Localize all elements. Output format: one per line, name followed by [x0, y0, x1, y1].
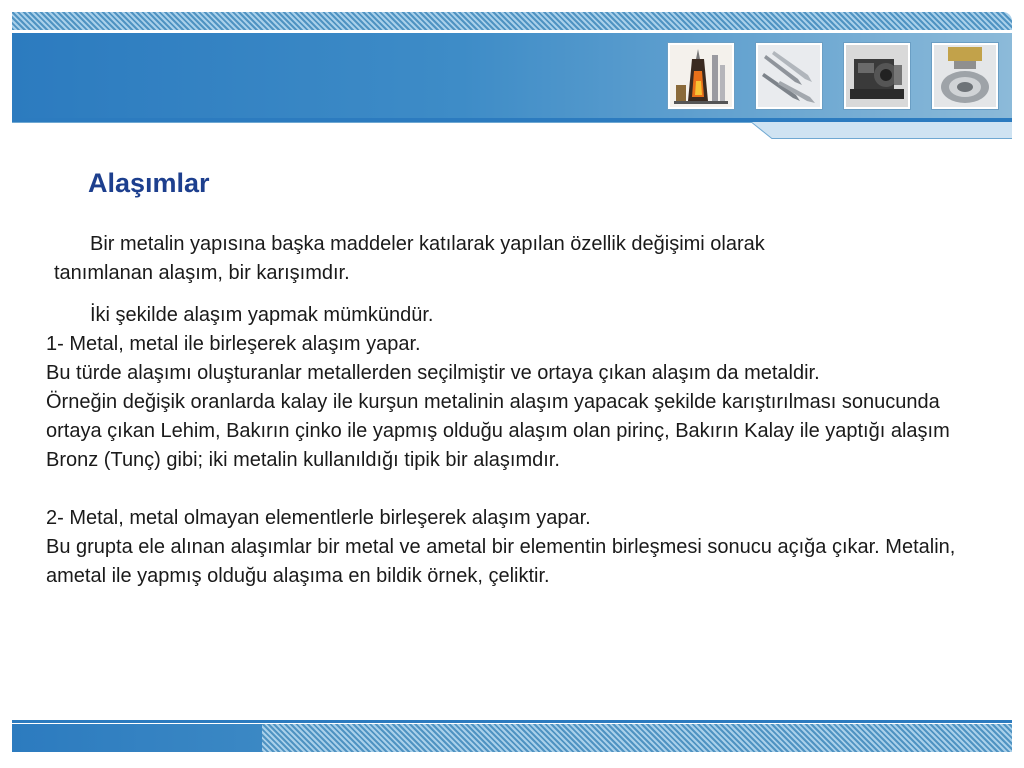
item-2-description: Bu grupta ele alınan alaşımlar bir metal ve ametal bir elementin birleşmesi sonucu açığa çıkar. Metalin, ametal ile yapmış olduğu alaşıma en bildik örnek, çeliktir.: [46, 536, 956, 587]
header-hatch-stripe: [12, 12, 1012, 30]
machinery-image: [844, 43, 910, 109]
header-notch-decoration: [12, 122, 1012, 142]
slide-body: [46, 230, 986, 591]
item-1-heading: 1- Metal, metal ile birleşerek alaşım yapar.: [46, 333, 421, 355]
intro-paragraph-line2: tanımlanan alaşım, bir karışımdır.: [54, 262, 350, 284]
item-2-heading: 2- Metal, metal olmayan elementlerle birleşerek alaşım yapar.: [46, 507, 591, 529]
drill-bits-image: [756, 43, 822, 109]
footer-band: [12, 724, 262, 752]
header-image-strip: [668, 43, 998, 109]
item-1-example: Örneğin değişik oranlarda kalay ile kurşun metalinin alaşım yapacak şekilde karıştırılması sonucunda ortaya çıkan Lehim, Bakırın çinko ile yapmış olduğu alaşım olan pirinç, Bakırın Kalay ile yaptığı alaşım Bronz (Tunç) gibi; iki metalin kullanıldığı tipik bir alaşımdır.: [46, 391, 950, 471]
intro-two-ways: İki şekilde alaşım yapmak mümkündür.: [90, 304, 434, 326]
slide-title: Alaşımlar: [88, 168, 210, 198]
blast-furnace-image: [668, 43, 734, 109]
gear-bearing-image: [932, 43, 998, 109]
item-1-description: Bu türde alaşımı oluşturanlar metallerden seçilmiştir ve ortaya çıkan alaşım da metaldir.: [46, 362, 820, 384]
intro-paragraph-line1: Bir metalin yapısına başka maddeler katılarak yapılan özellik değişimi olarak: [90, 233, 765, 255]
footer-line: [12, 720, 1012, 723]
